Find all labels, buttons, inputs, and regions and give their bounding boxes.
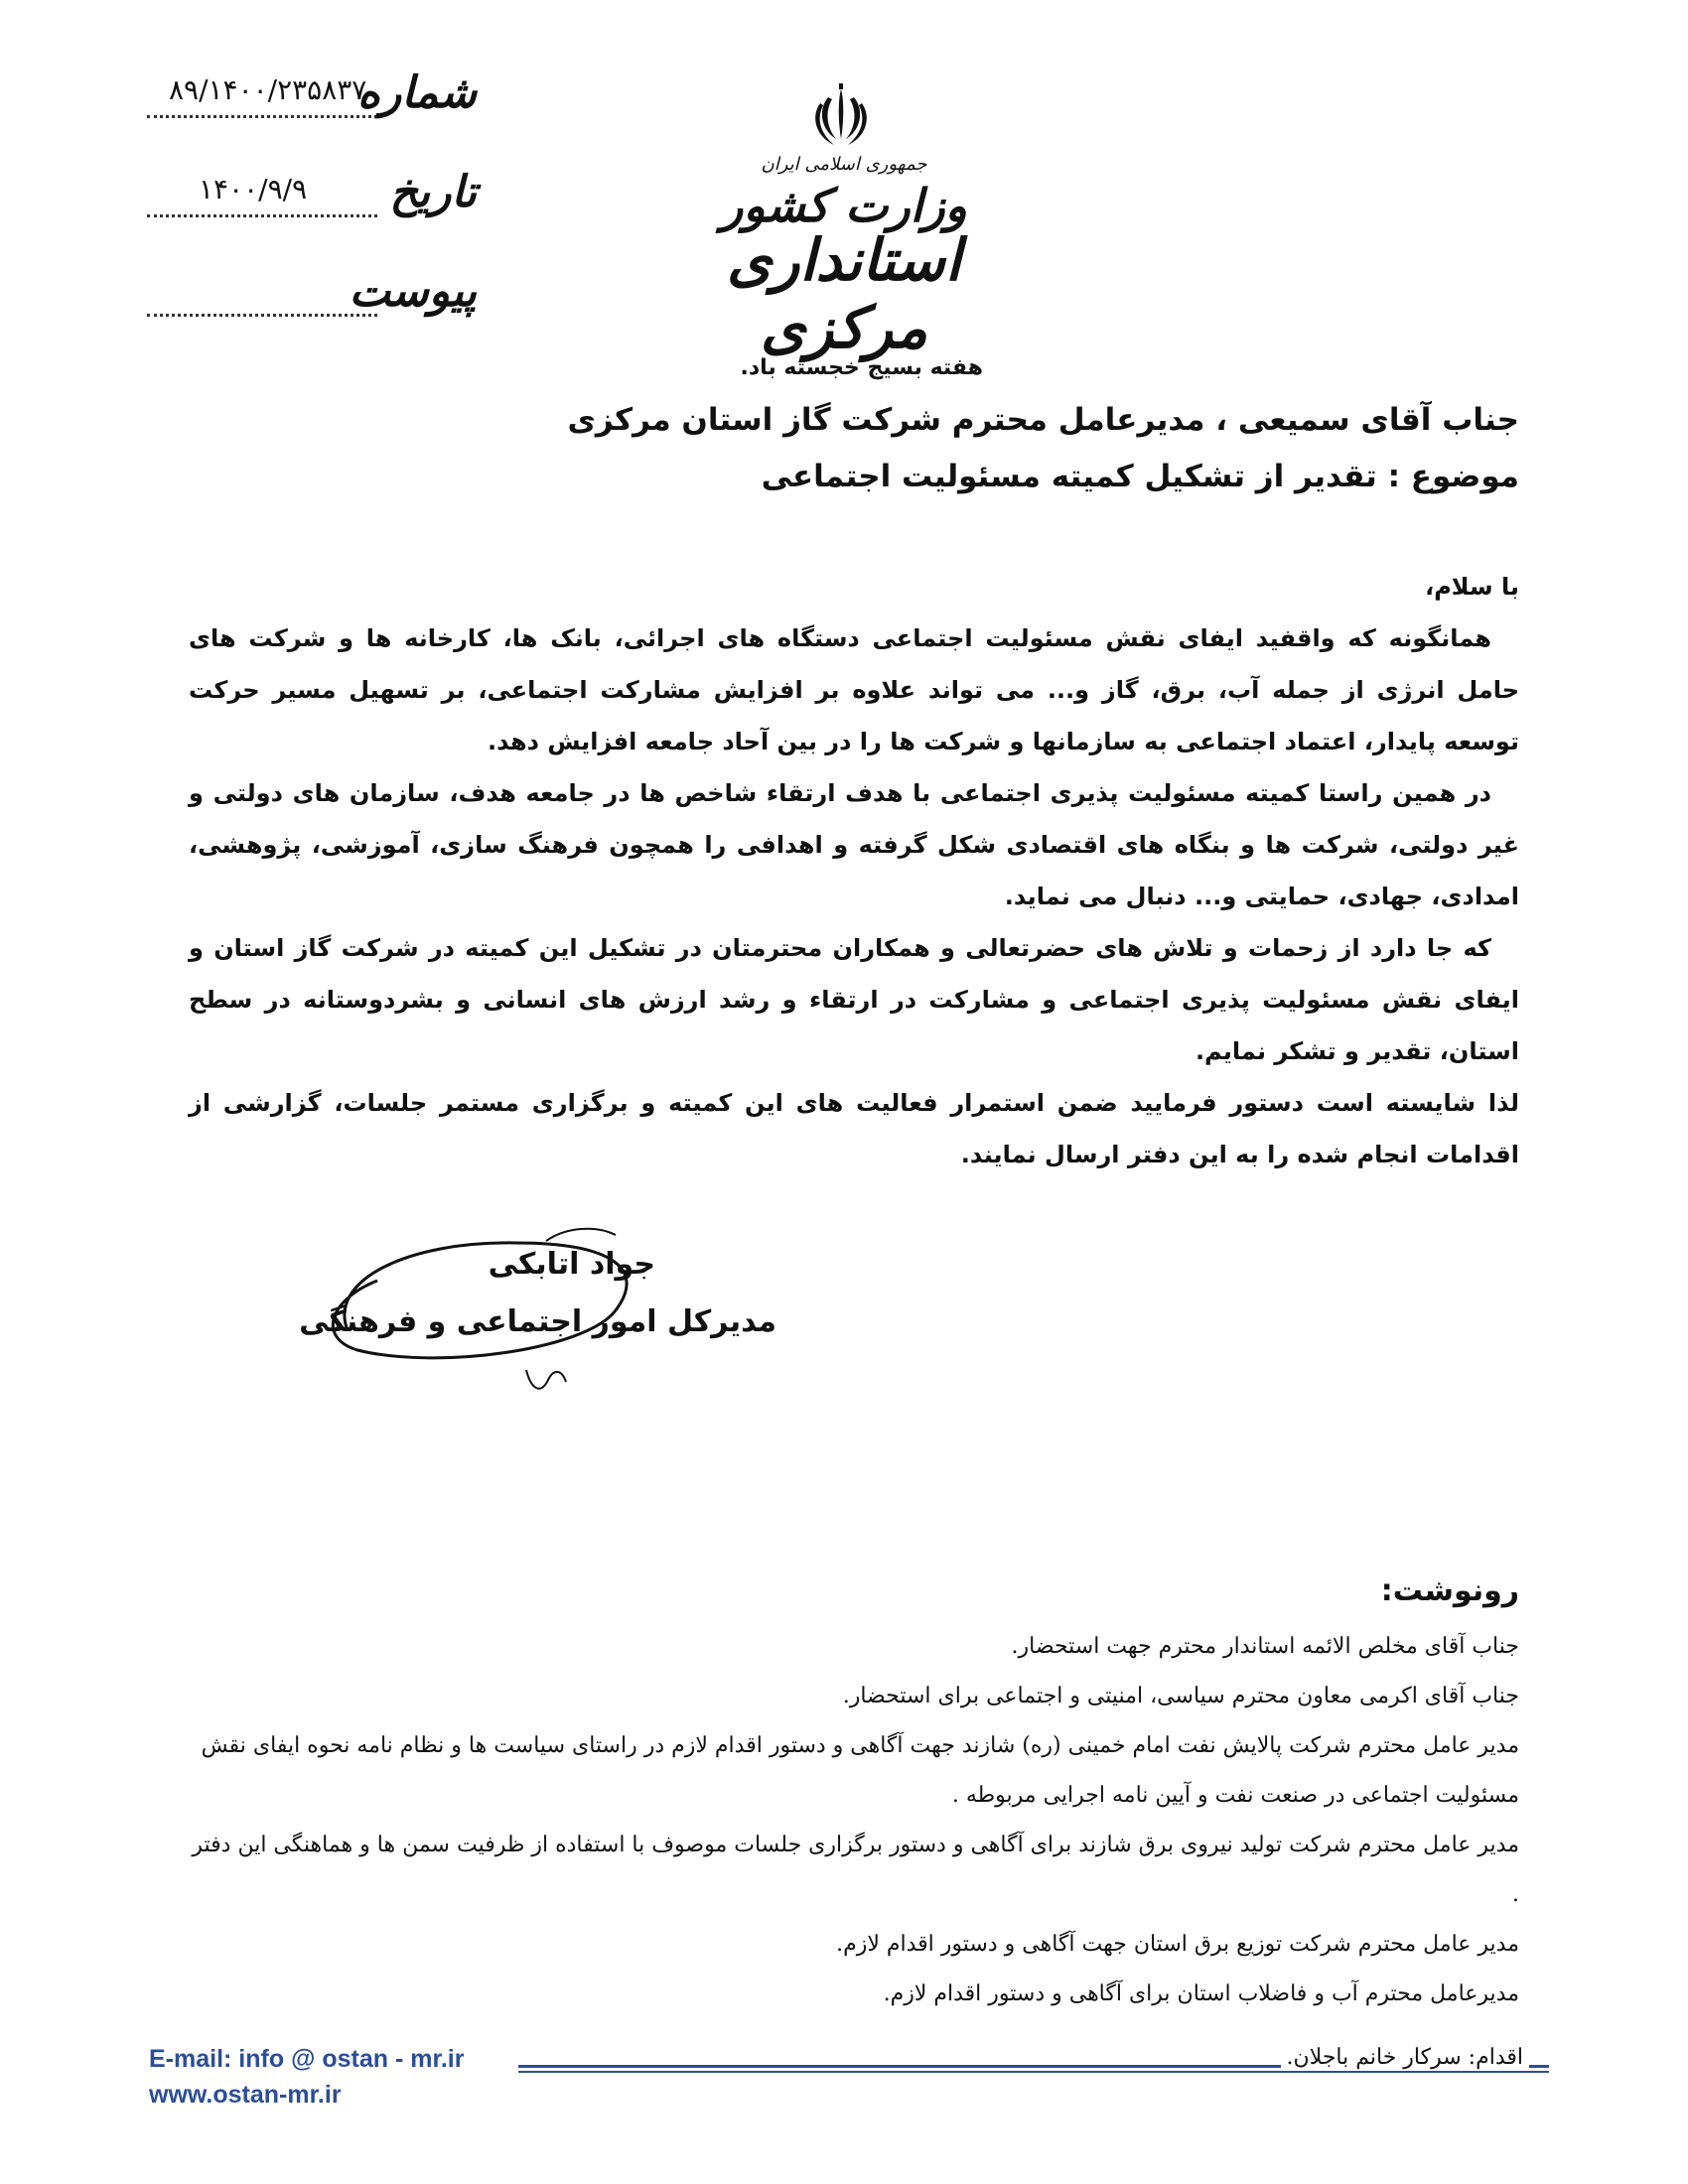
footer-website[interactable]: www.ostan-mr.ir — [149, 2081, 342, 2109]
attachment-label: پیوست — [349, 266, 477, 317]
cc-item: جناب آقای مخلص الائمه استاندار محترم جهت استحضار. — [1011, 1634, 1519, 1659]
attachment-dots — [147, 314, 377, 317]
ministry-name: وزارت کشور — [721, 179, 967, 232]
governorate-name: استانداری مرکزی — [727, 226, 961, 361]
signature-block — [299, 1221, 784, 1420]
letter-meta — [139, 60, 477, 357]
number-label: شماره — [356, 68, 477, 118]
attachment-row — [139, 258, 477, 357]
occasion-note: هفته بسیج خجسته باد. — [740, 355, 983, 380]
republic-name: جمهوری اسلامی ایران — [761, 154, 927, 175]
cc-item: جناب آقای اکرمی معاون محترم سیاسی، امنیتی و اجتماعی برای استحضار. — [842, 1684, 1519, 1708]
signatory-name: جواد اتابکی — [488, 1247, 655, 1282]
greeting: با سلام، — [1425, 573, 1519, 601]
footer-email[interactable]: E-mail: info @ ostan - mr.ir — [149, 2045, 465, 2073]
body-paragraph: همانگونه که واقفید ایفای نقش مسئولیت اجتماعی دستگاه های اجرائی، بانک ها، کارخانه ها و شرکت های حامل انرژی از جمله آب، برق، گاز و... می تواند علاوه بر افزایش مشارکت اجتماعی، بر تسهیل مسیر حرکت توسعه پایدار، اعتماد اجتماعی به سازمانها و شرکت ها را در بین آحاد جامعه افزایش دهد. — [189, 624, 1519, 755]
recipient-line: جناب آقای سمیعی ، مدیرعامل محترم شرکت گاز استان مرکزی — [567, 402, 1519, 438]
date-dots — [147, 214, 377, 217]
number-row — [139, 60, 477, 159]
signatory-title: مدیرکل امور اجتماعی و فرهنگی — [299, 1304, 776, 1339]
number-dots — [147, 115, 377, 118]
number-value: ۸۹/۱۴۰۰/۲۳۵۸۳۷ — [169, 73, 367, 106]
cc-title: رونوشت: — [1380, 1573, 1519, 1608]
cc-item: مدیر عامل محترم شرکت تولید نیروی برق شازند برای آگاهی و دستور برگزاری جلسات موصوف با استفاده از ظرفیت سمن ها و هماهنگی این دفتر . — [192, 1833, 1519, 1907]
action-note: اقدام: سرکار خانم باجلان. — [1281, 2045, 1529, 2070]
date-label: تاریخ — [389, 167, 477, 217]
date-row — [139, 159, 477, 258]
iran-emblem-icon — [806, 81, 876, 151]
body-paragraph: لذا شایسته است دستور فرمایید ضمن استمرار فعالیت های این کمیته و برگزاری مستمر جلسات، گزارشی از اقدامات انجام شده را به این دفتر ارسال نمایند. — [189, 1089, 1519, 1168]
cc-item: مدیر عامل محترم شرکت پالایش نفت امام خمینی (ره) شازند جهت آگاهی و دستور اقدام لازم در راستای سیاست ها و نظام نامه نحوه ایفای نقش مسئولیت اجتماعی در صنعت نفت و آیین نامه اجرایی مربوطه . — [201, 1733, 1519, 1808]
cc-section — [189, 1573, 1519, 2019]
letter-body — [189, 561, 1519, 1180]
letterhead — [685, 154, 1003, 361]
cc-item: مدیرعامل محترم آب و فاضلاب استان برای آگاهی و دستور اقدام لازم. — [883, 1981, 1519, 2006]
body-paragraph: در همین راستا کمیته مسئولیت پذیری اجتماعی با هدف ارتقاء شاخص ها در جامعه هدف، سازمان های دولتی و غیر دولتی، شرکت ها و بنگاه های اقتصادی شکل گرفته و اهدافی را همچون فرهنگ سازی، آموزشی، پژوهشی، امدادی، جهادی، حمایتی و... دنبال می نماید. — [189, 779, 1519, 910]
body-paragraph: که جا دارد از زحمات و تلاش های حضرتعالی و همکاران محترمتان در تشکیل این کمیته در شرکت گاز استان و ایفای نقش مسئولیت پذیری اجتماعی و مشارکت در ارتقاء و رشد ارزش های انسانی و بشردوستانه در سطح استان، تقدیر و تشکر نمایم. — [189, 934, 1519, 1065]
subject-line: موضوع : تقدیر از تشکیل کمیته مسئولیت اجتماعی — [761, 459, 1519, 494]
cc-item: مدیر عامل محترم شرکت توزیع برق استان جهت آگاهی و دستور اقدام لازم. — [836, 1932, 1519, 1957]
date-value: ۱۴۰۰/۹/۹ — [199, 173, 308, 205]
